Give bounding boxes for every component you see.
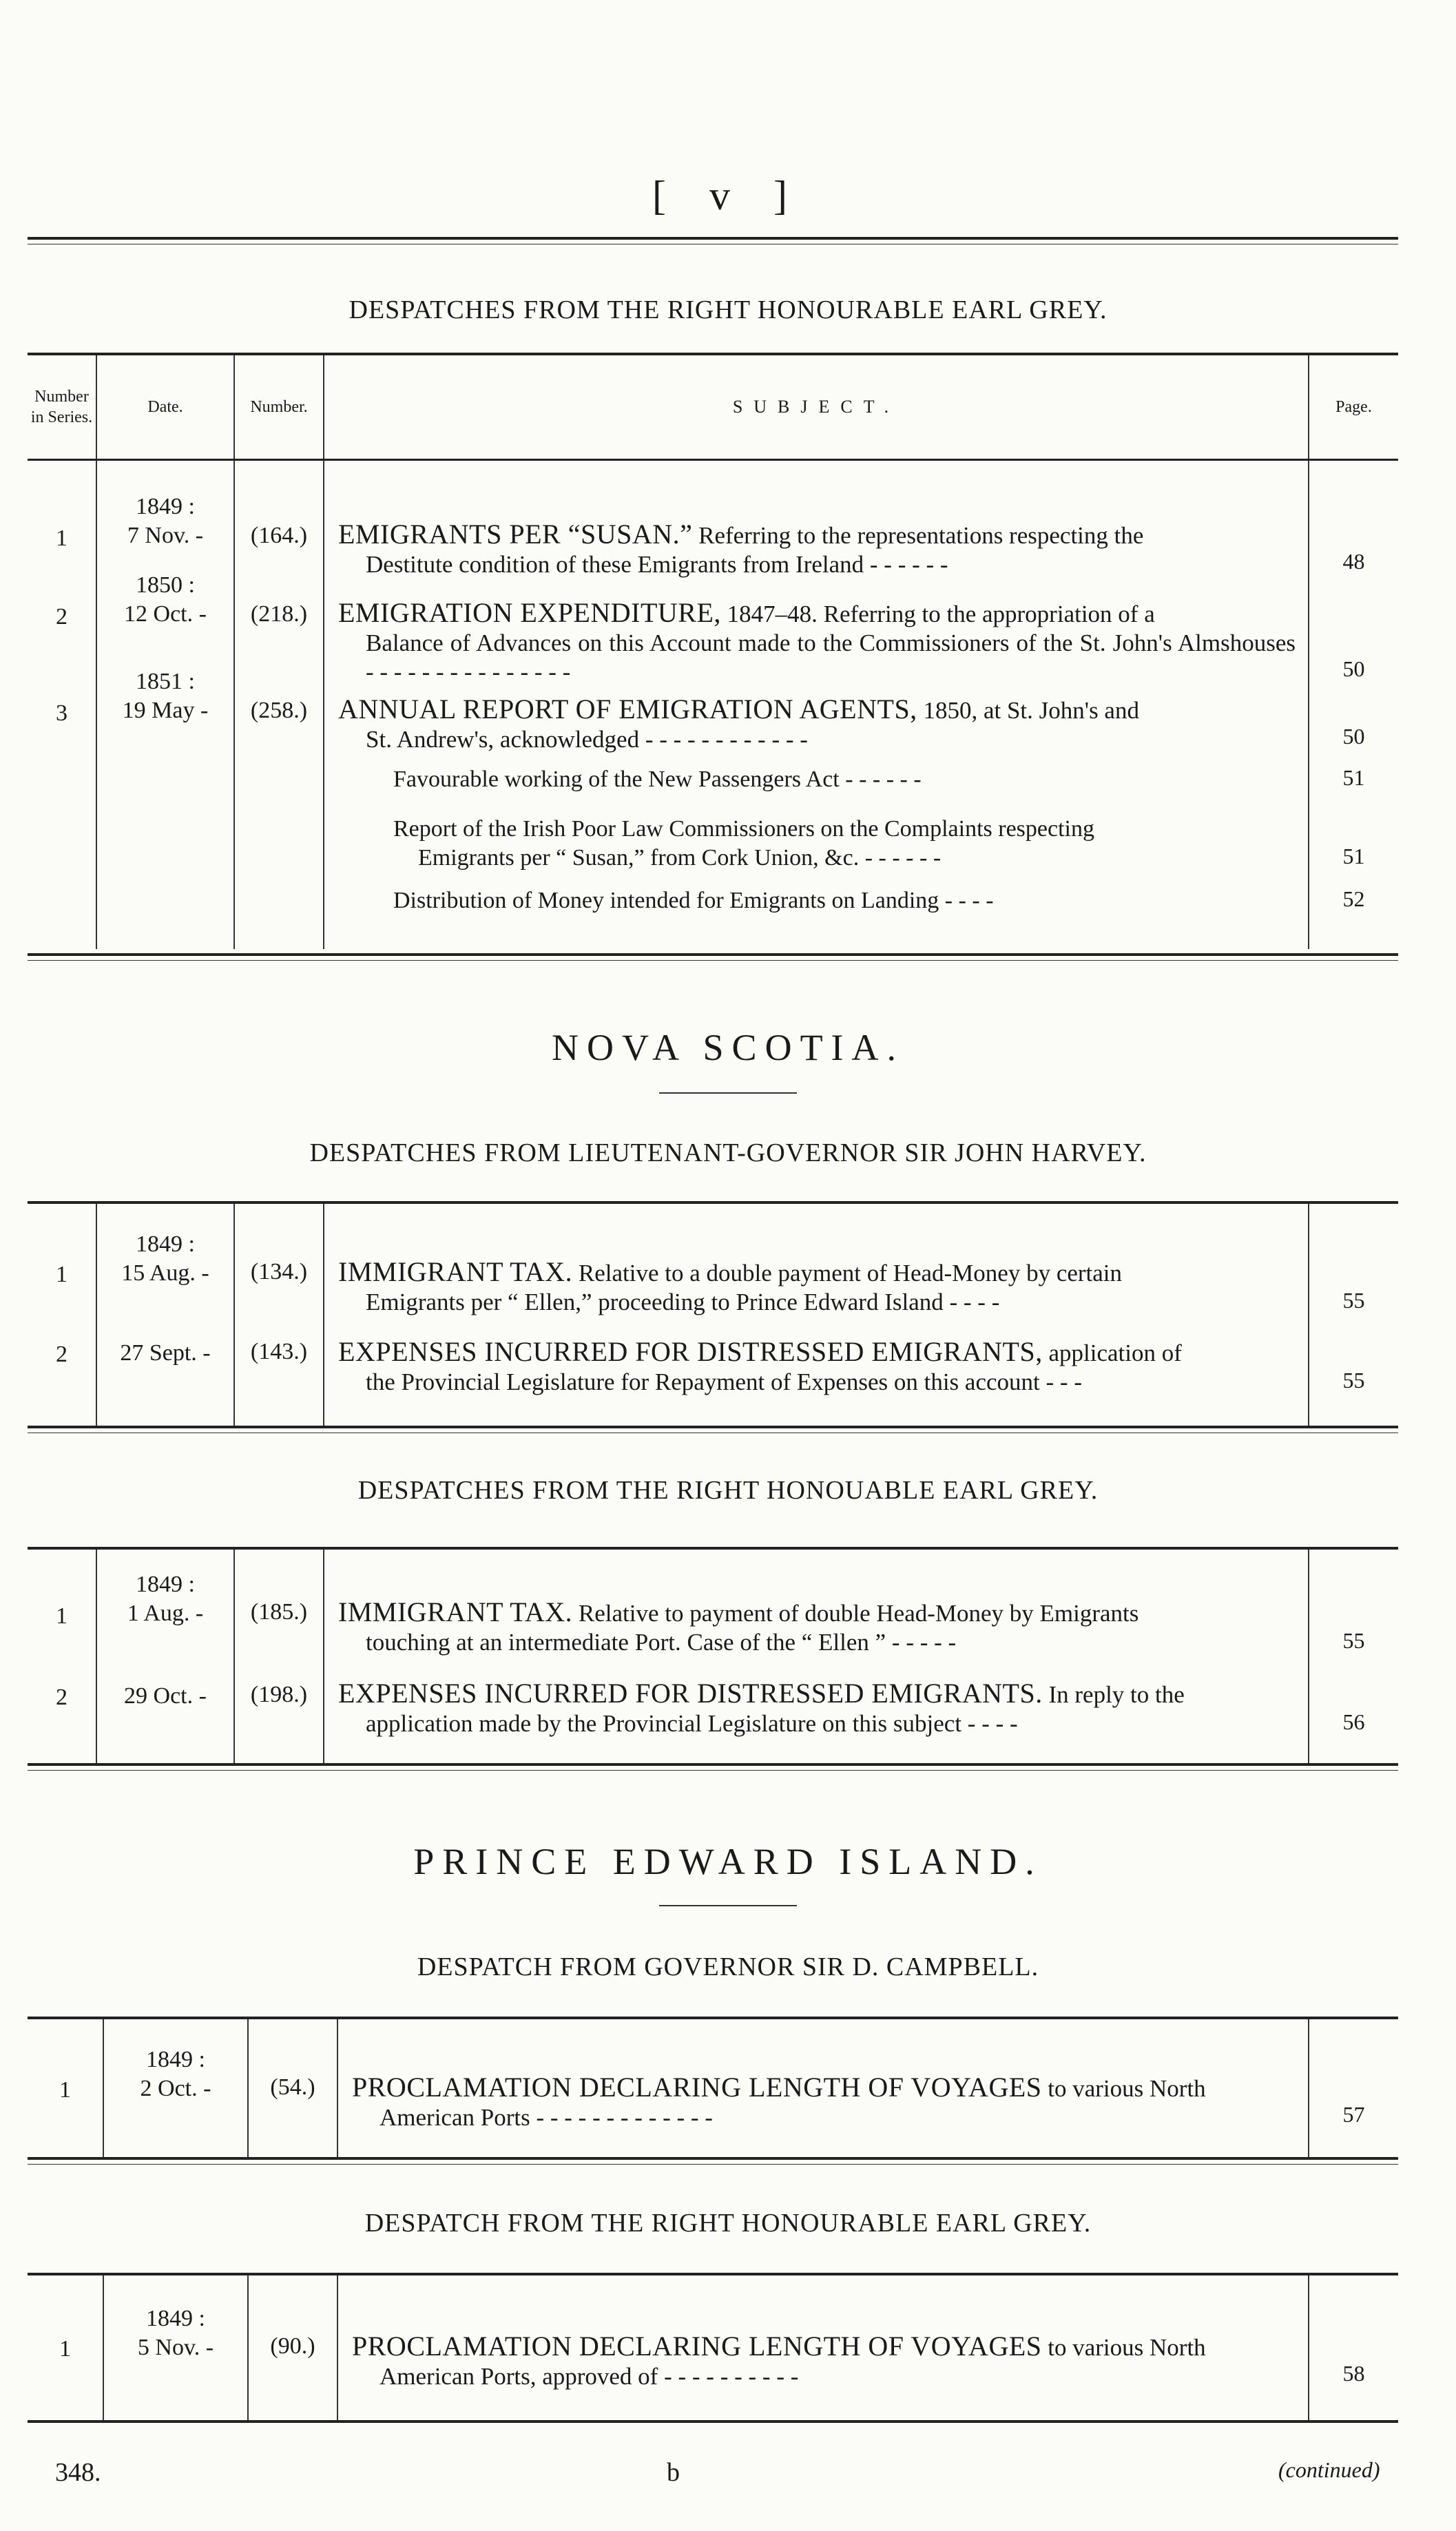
subject-entry (338, 1598, 1296, 1657)
series-number: 2 (56, 1342, 67, 1367)
subject-title: EXPENSES INCURRED FOR DISTRESSED EMIGRANTS. (338, 1678, 1043, 1709)
subject-text: 1847–48. Referring to the appropriation of a (720, 601, 1155, 627)
subject-continuation: the Provincial Legislature for Repayment of Expenses on this account - - - (366, 1368, 1082, 1395)
table-bottom-rule (28, 2157, 1398, 2165)
series-number: 3 (56, 700, 67, 726)
table-body (28, 2275, 1398, 2420)
table-bottom-rule (28, 953, 1398, 961)
subject-text: to various North (1041, 2334, 1206, 2361)
section-heading: DESPATCHES FROM LIEUTENANT-GOVERNOR SIR JOHN HARVEY. (309, 1138, 1147, 1167)
subject-entry (338, 520, 1296, 579)
top-rule (28, 237, 1398, 244)
subject-continuation: Balance of Advances on this Account made to the Commissioners of the St. John's Almshouses - - - - - - - - - - - - - - - (366, 629, 1296, 685)
date: 15 Aug. - (121, 1260, 209, 1286)
date: 29 Oct. - (124, 1683, 207, 1709)
subject-text: Relative to a double payment of Head-Money by certain (572, 1260, 1123, 1287)
subject-continuation: American Ports - - - - - - - - - - - - - (379, 2104, 713, 2131)
subject-continuation: Destitute condition of these Emigrants from Ireland - - - - - - (366, 551, 948, 578)
subject-title: EXPENSES INCURRED FOR DISTRESSED EMIGRANTS, (338, 1336, 1043, 1367)
series-number: 2 (56, 1685, 67, 1710)
section-heading: DESPATCH FROM THE RIGHT HONOURABLE EARL GREY. (364, 2209, 1092, 2238)
despatch-table-earl-grey-2 (28, 1550, 1398, 1763)
subject-continuation: Emigrants per “ Ellen,” proceeding to Prince Edward Island - - - - (366, 1289, 1000, 1315)
series-number: 1 (56, 1262, 67, 1287)
sub-entry-continuation: Emigrants per “ Susan,” from Cork Union, &c. - - - - - - (418, 845, 942, 871)
series-number: 1 (56, 1603, 67, 1629)
table-body (28, 460, 1398, 949)
page-ref: 57 (1342, 2102, 1365, 2127)
date-year: 1851 : (136, 669, 195, 694)
subject-text: Relative to payment of double Head-Money by Emigrants (572, 1600, 1139, 1627)
col-subject: SUBJECT. (324, 355, 1309, 460)
subject-title: PROCLAMATION DECLARING LENGTH OF VOYAGES (352, 2072, 1042, 2103)
table-body (28, 2019, 1398, 2157)
despatch-table-earl-grey-1 (28, 355, 1398, 949)
table-bottom-rule (28, 1426, 1398, 1433)
sub-entry-text: Report of the Irish Poor Law Commissioners on the Complaints respecting (393, 816, 1094, 842)
subject-text: 1850, at St. John's and (917, 697, 1139, 724)
col-date: Date. (96, 355, 234, 460)
table-header-row (28, 355, 1398, 460)
signature-mark: b (667, 2458, 680, 2487)
despatch-number: (143.) (250, 1339, 308, 1364)
subject-title: EMIGRATION EXPENDITURE, (338, 597, 721, 628)
despatch-number: (90.) (270, 2333, 315, 2359)
subject-continuation: St. Andrew's, acknowledged - - - - - - - - - - - - (366, 726, 808, 753)
subject-entry (352, 2332, 1296, 2391)
despatch-number: (218.) (250, 601, 308, 627)
section-heading: DESPATCH FROM GOVERNOR SIR D. CAMPBELL. (417, 1952, 1039, 1981)
page-ref: 55 (1342, 1628, 1365, 1653)
page-ref: 58 (1342, 2361, 1365, 2386)
date: 1 Aug. - (127, 1601, 204, 1626)
despatch-number: (258.) (250, 698, 308, 723)
despatch-number: (54.) (270, 2074, 315, 2100)
date: 2 Oct. - (140, 2076, 211, 2101)
subject-text: Referring to the representations respecting the (692, 522, 1144, 549)
subject-entry (338, 1679, 1296, 1738)
despatch-number: (185.) (250, 1599, 308, 1625)
col-number: Number. (234, 355, 324, 460)
subject-text: to various North (1041, 2075, 1206, 2102)
subject-title: EMIGRANTS PER “SUSAN.” (338, 519, 693, 550)
col-page: Page. (1309, 355, 1398, 460)
date: 27 Sept. - (120, 1340, 211, 1366)
date-year: 1849 : (136, 494, 195, 519)
sub-entry: Distribution of Money intended for Emigrants on Landing - - - - (393, 888, 994, 913)
series-number: 2 (56, 604, 67, 629)
subject-entry (338, 598, 1296, 687)
series-number: 1 (59, 2336, 71, 2362)
subject-title: IMMIGRANT TAX. (338, 1256, 573, 1287)
table-bottom-rule (28, 2420, 1398, 2423)
table-bottom-rule (28, 1763, 1398, 1771)
subject-continuation: American Ports, approved of - - - - - - - - - - (379, 2363, 799, 2390)
section-heading: DESPATCHES FROM THE RIGHT HONOURABLE EARL GREY. (349, 295, 1107, 324)
col-number-in-series: Number in Series. (28, 355, 96, 460)
continued-note: (continued) (1278, 2457, 1380, 2482)
region-title-pei: PRINCE EDWARD ISLAND. (413, 1841, 1043, 1882)
page-ref: 50 (1342, 724, 1365, 749)
subject-title: PROCLAMATION DECLARING LENGTH OF VOYAGES (352, 2331, 1042, 2362)
series-number: 1 (56, 525, 67, 551)
date-year: 1849 : (136, 1231, 195, 1257)
subject-entry (352, 2073, 1296, 2132)
page-ref: 55 (1342, 1288, 1365, 1313)
date-year: 1849 : (136, 1572, 195, 1597)
subject-entry (338, 695, 1296, 754)
sub-entry (338, 815, 1296, 873)
despatch-number: (198.) (250, 1682, 308, 1707)
page-ref: 48 (1342, 549, 1365, 574)
date: 7 Nov. - (127, 523, 204, 548)
page-ref: 52 (1342, 886, 1365, 911)
region-underline (659, 1092, 797, 1094)
despatch-number: (134.) (250, 1259, 308, 1284)
page-ref: 50 (1342, 656, 1365, 681)
despatch-table-earl-grey-3 (28, 2275, 1398, 2420)
region-title-nova-scotia: NOVA SCOTIA. (551, 1027, 905, 1068)
document-number: 348. (55, 2458, 101, 2487)
page-ref: 55 (1342, 1368, 1365, 1393)
date: 5 Nov. - (137, 2335, 214, 2360)
despatch-table-campbell (28, 2019, 1398, 2157)
despatch-table-harvey (28, 1204, 1398, 1426)
section-heading: DESPATCHES FROM THE RIGHT HONOUABLE EARL GREY. (357, 1476, 1099, 1505)
subject-text: In reply to the (1042, 1681, 1185, 1708)
table-body (28, 1550, 1398, 1763)
date-year: 1849 : (146, 2047, 205, 2072)
table-body (28, 1204, 1398, 1426)
date-year: 1849 : (146, 2306, 205, 2331)
date: 12 Oct. - (124, 601, 207, 627)
subject-continuation: application made by the Provincial Legislature on this subject - - - - (366, 1710, 1018, 1737)
date: 19 May - (122, 698, 209, 723)
sub-entry: Favourable working of the New Passengers Act - - - - - - (393, 767, 922, 792)
subject-title: ANNUAL REPORT OF EMIGRATION AGENTS, (338, 694, 917, 725)
subject-title: IMMIGRANT TAX. (338, 1596, 573, 1627)
page-ref: 51 (1342, 844, 1365, 868)
subject-continuation: touching at an intermediate Port. Case of the “ Ellen ” - - - - - (366, 1629, 957, 1656)
subject-text: application of (1042, 1340, 1182, 1366)
region-underline (659, 1905, 797, 1906)
despatch-number: (164.) (250, 523, 308, 548)
series-number: 1 (59, 2077, 71, 2103)
page-ref: 51 (1342, 765, 1365, 790)
page-ref: 56 (1342, 1709, 1365, 1734)
date-year: 1850 : (136, 572, 195, 598)
subject-entry (338, 1337, 1296, 1397)
page-marker: [ v ] (652, 173, 804, 218)
subject-entry (338, 1258, 1296, 1317)
